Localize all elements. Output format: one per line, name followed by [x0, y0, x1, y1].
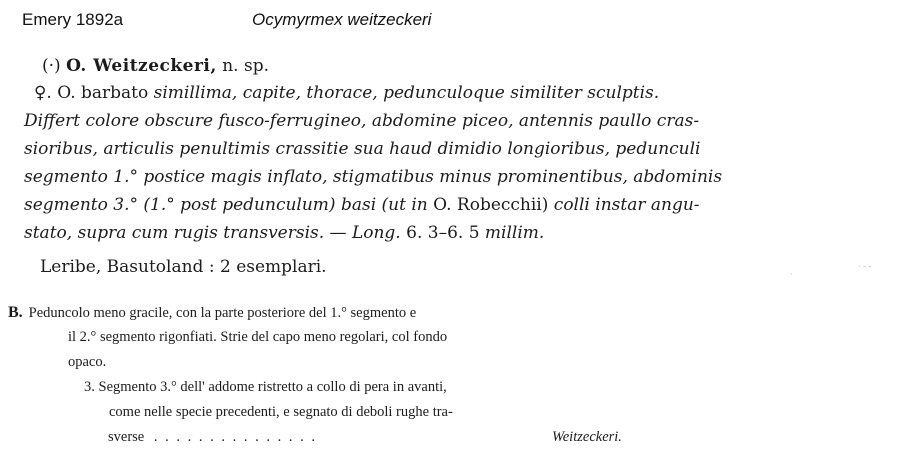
locality-line: Leribe, Basutoland : 2 esemplari.: [40, 257, 327, 277]
description-line-4: segmento 1.° postice magis inflato, stigmatibus minus prominentibus, abdominis: [24, 167, 723, 187]
description-line-2: Differt colore obscure fusco-ferrugineo, abdomine piceo, antennis paullo cras-: [24, 111, 700, 131]
description-line-5: segmento 3.° (1.° post pedunculum) basi (ut in O. Robecchii) colli instar angu-: [24, 195, 700, 215]
key-line-1: B. Peduncolo meno gracile, con la parte posteriore del 1.° segmento e: [8, 304, 417, 321]
key-bullet: B.: [8, 304, 23, 321]
key-line-6: sverse . . . . . . . . . . . . . . . Weitzeckeri.: [108, 429, 622, 445]
description-line-3: sioribus, articulis penultimis crassitie sua haud dimidio longioribus, pedunculi: [24, 139, 701, 159]
title-prefix: (·): [42, 56, 61, 76]
citation-label: Emery 1892a: [22, 10, 124, 29]
title-name: O. Weitzeckeri,: [66, 56, 217, 76]
sex-symbol: ♀.: [34, 83, 52, 103]
key-species-name: Weitzeckeri.: [552, 429, 622, 445]
key-line-5: come nelle specie precedenti, e segnato di deboli rughe tra-: [109, 404, 453, 420]
scan-speck: ·: [790, 270, 793, 279]
leader-dots: . . . . . . . . . . . . . . .: [153, 429, 317, 445]
page-header: [22, 10, 882, 34]
taxon-name: Ocymyrmex weitzeckeri: [252, 10, 432, 29]
key-line-2: il 2.° segmento rigonfiati. Strie del capo meno regolari, col fondo: [68, 329, 448, 345]
description-line-1: ♀. O. barbato simillima, capite, thorace, pedunculoque similiter sculptis.: [34, 83, 660, 103]
description-line-6: stato, supra cum rugis transversis. — Long. 6. 3–6. 5 millim.: [24, 223, 545, 243]
key-line-4: 3. Segmento 3.° dell' addome ristretto a collo di pera in avanti,: [84, 379, 447, 395]
species-title: [42, 56, 269, 76]
scan-speck: · - -: [858, 262, 872, 271]
title-suffix: n. sp.: [222, 56, 269, 76]
key-line-3: opaco.: [68, 354, 107, 370]
